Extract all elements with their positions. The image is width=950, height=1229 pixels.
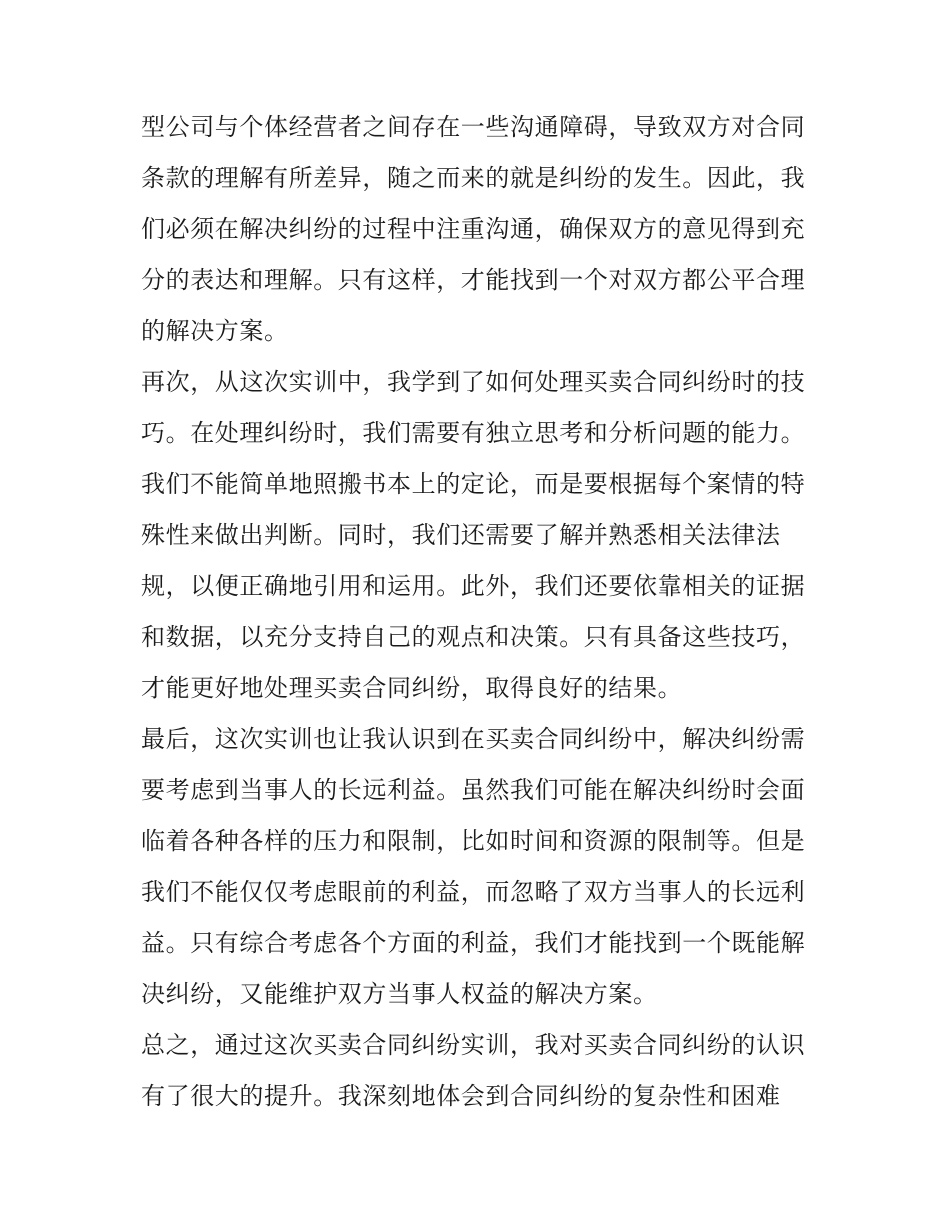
text-line: 益。只有综合考虑各个方面的利益，我们才能找到一个既能解 (141, 929, 806, 957)
text-line: 和数据，以充分支持自己的观点和决策。只有具备这些技巧， (141, 623, 806, 651)
text-line: 才能更好地处理买卖合同纠纷，取得良好的结果。 (141, 674, 683, 702)
text-line: 再次，从这次实训中，我学到了如何处理买卖合同纠纷时的技 (141, 368, 806, 396)
text-line: 规，以便正确地引用和运用。此外，我们还要依靠相关的证据 (141, 572, 806, 600)
text-line: 型公司与个体经营者之间存在一些沟通障碍，导致双方对合同 (141, 113, 806, 141)
document-body (141, 102, 816, 1122)
text-line: 决纠纷，又能维护双方当事人权益的解决方案。 (141, 980, 658, 1008)
text-line: 我们不能简单地照搬书本上的定论，而是要根据每个案情的特 (141, 470, 806, 498)
text-line: 临着各种各样的压力和限制，比如时间和资源的限制等。但是 (141, 827, 806, 855)
text-line: 条款的理解有所差异，随之而来的就是纠纷的发生。因此，我 (141, 164, 806, 192)
text-line: 我们不能仅仅考虑眼前的利益，而忽略了双方当事人的长远利 (141, 878, 806, 906)
text-line: 总之，通过这次买卖合同纠纷实训，我对买卖合同纠纷的认识 (141, 1031, 806, 1059)
text-line: 殊性来做出判断。同时，我们还需要了解并熟悉相关法律法 (141, 521, 781, 549)
text-line: 要考虑到当事人的长远利益。虽然我们可能在解决纠纷时会面 (141, 776, 806, 804)
text-line: 的解决方案。 (141, 317, 289, 345)
text-line: 有了很大的提升。我深刻地体会到合同纠纷的复杂性和困难 (141, 1082, 781, 1110)
text-line: 巧。在处理纠纷时，我们需要有独立思考和分析问题的能力。 (141, 419, 806, 447)
text-line: 最后，这次实训也让我认识到在买卖合同纠纷中，解决纠纷需 (141, 725, 806, 753)
text-line: 们必须在解决纠纷的过程中注重沟通，确保双方的意见得到充 (141, 215, 806, 243)
text-line: 分的表达和理解。只有这样，才能找到一个对双方都公平合理 (141, 266, 806, 294)
